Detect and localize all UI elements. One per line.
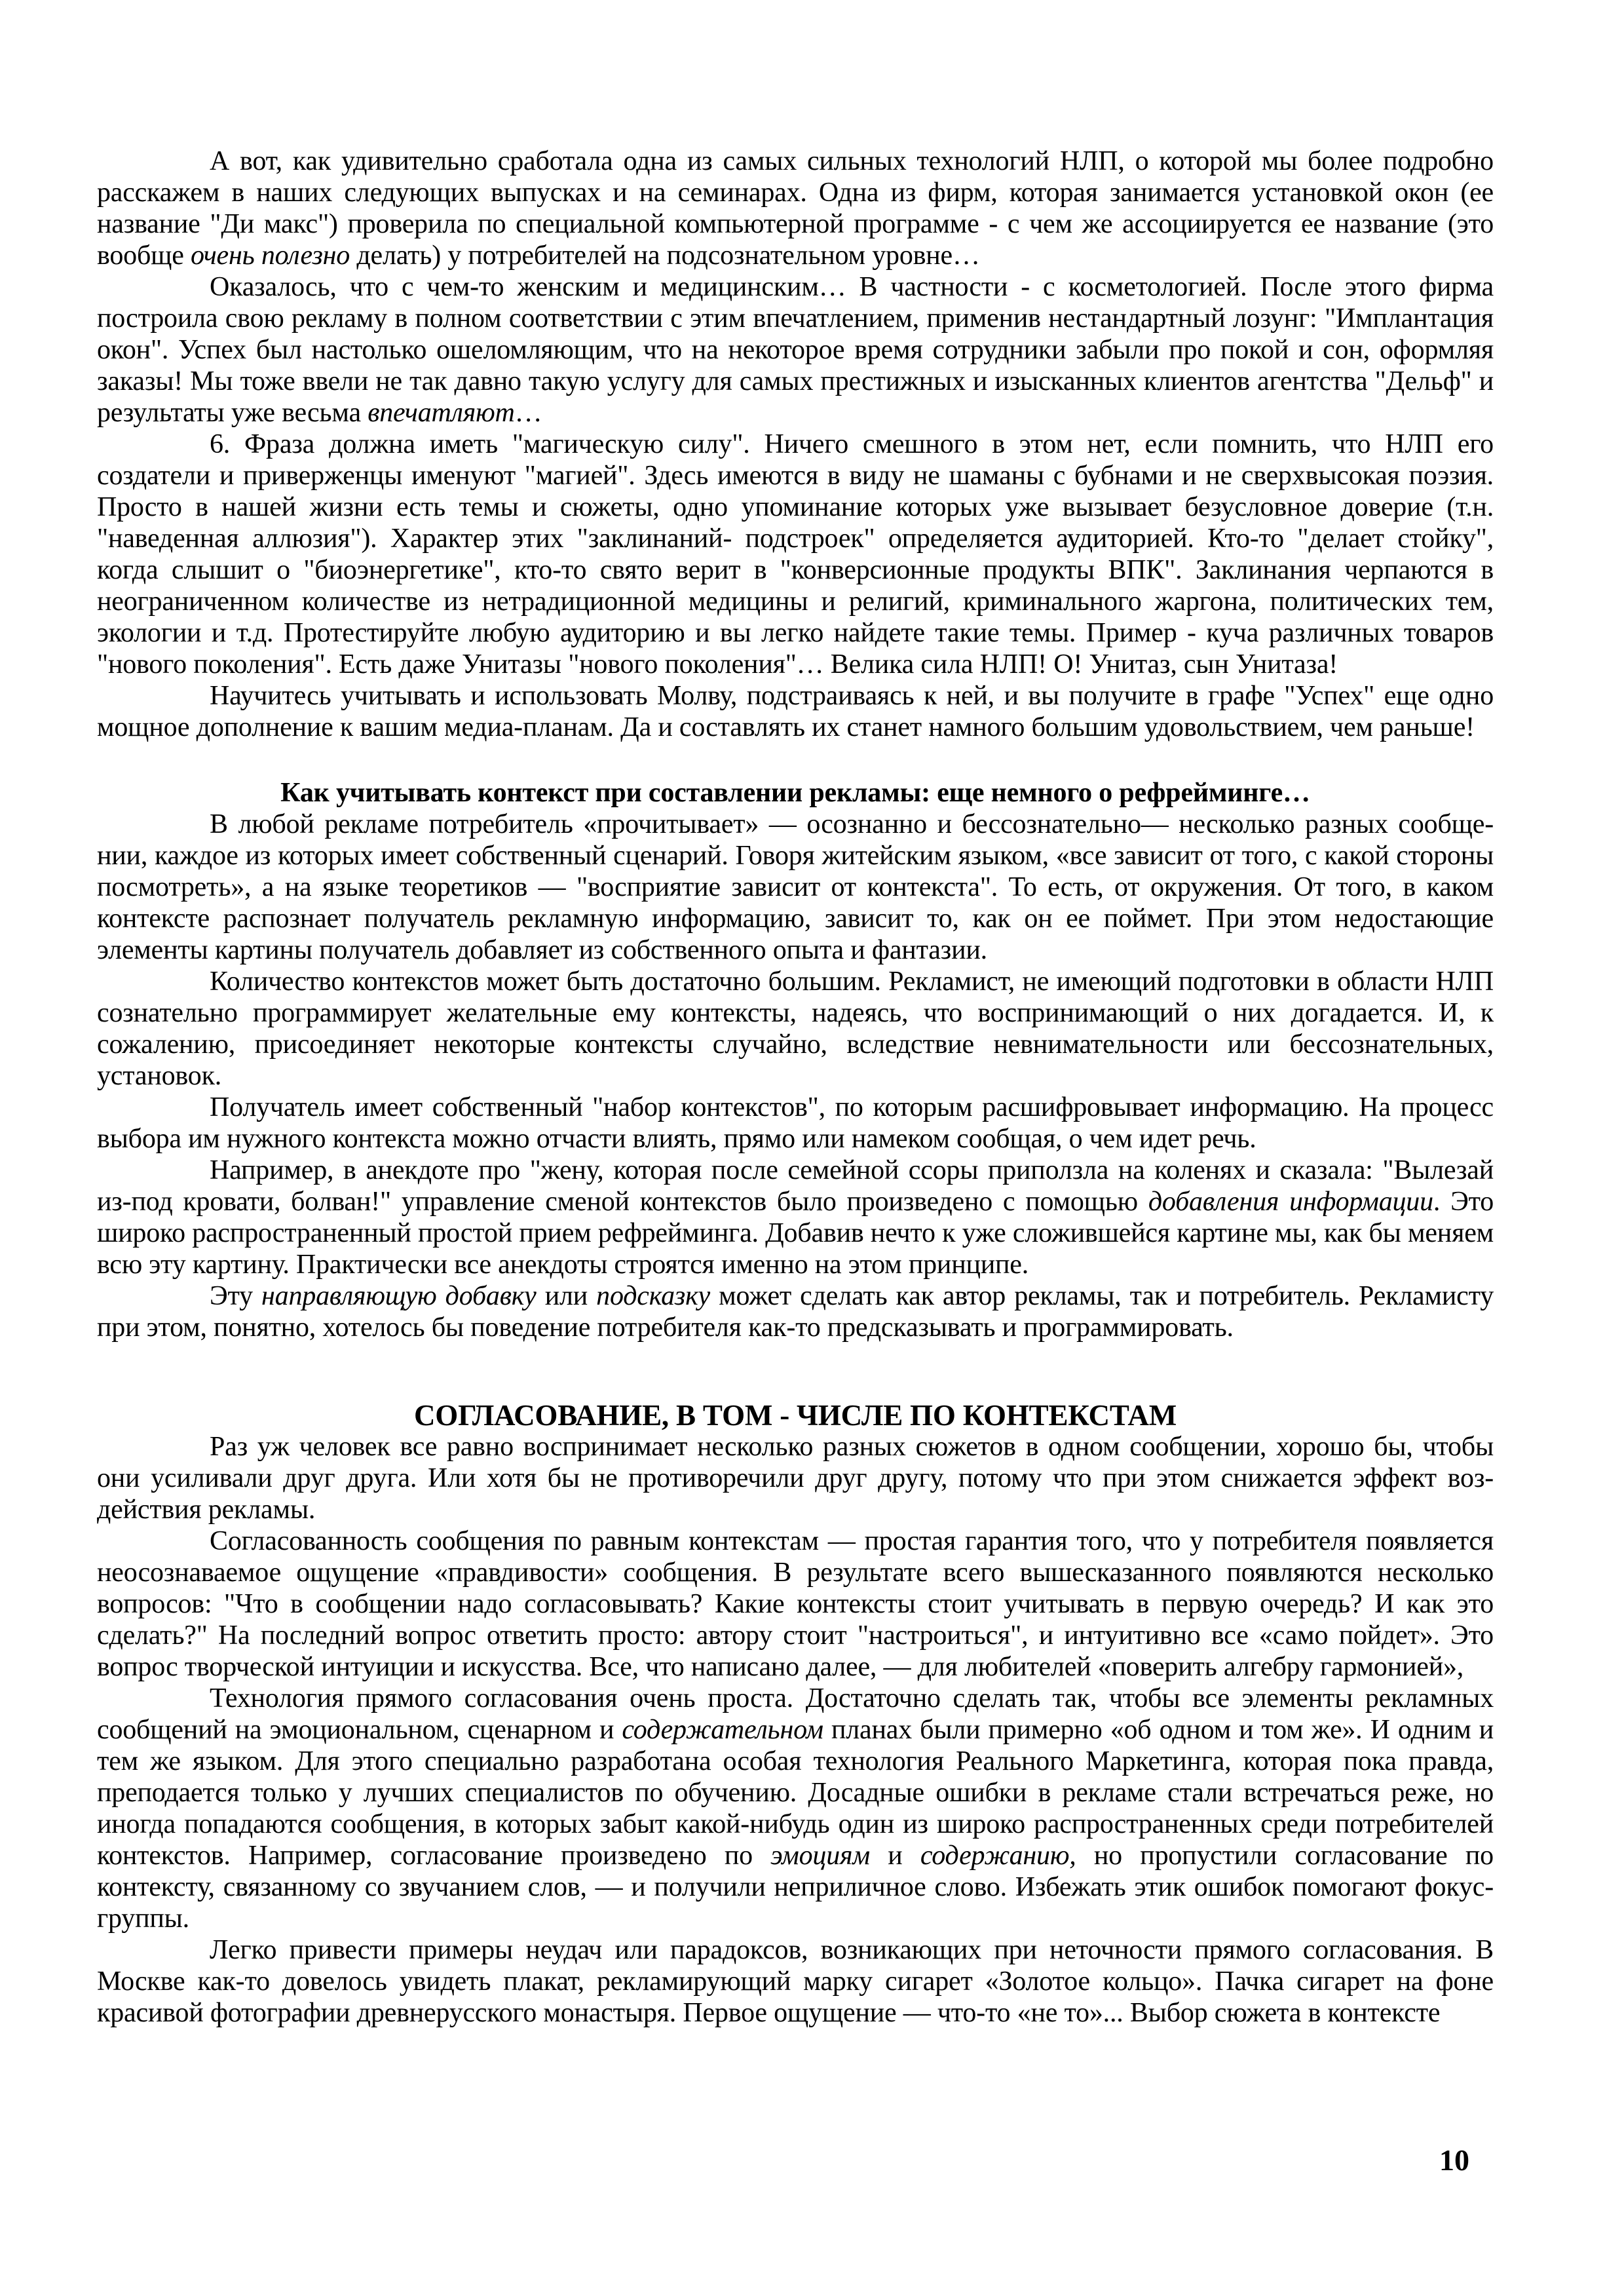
- text-run: планах были примерно «об одном и том же». И одним и тем же языком. Для этого специально разработана особая технология Реального Маркетинга, которая пока правда, преподается только у лучших специалистов по обучению. Досадные ошибки в рекламе стали встречаться реже, но иногда попадаются сообщения, в которых забыт какой-нибудь один из широко распространенных среди потребителей контекстов. Например, согласование произведено по: [97, 1715, 1494, 1871]
- text-run: В любой рекламе потребитель «прочитывает» — осознанно и бессознательно— несколько разных сообще-нии, каждое из которых имеет собственный сценарий. Говоря житейским языком, «все зависит от того, с какой стороны посмотреть», а на языке теоретиков — "восприятие зависит от контекста". То есть, от окружения. От того, в каком контексте распознает получатель рекламную информацию, зависит то, как он ее поймет. При этом недостающие элементы картины получатель добавляет из собственного опыта и фантазии.: [97, 809, 1494, 965]
- text-run: или: [536, 1281, 597, 1311]
- italic-text-run: подсказку: [596, 1281, 710, 1311]
- paragraph: [97, 966, 1494, 1092]
- paragraph: [97, 1280, 1494, 1343]
- text-run: Оказалось, что с чем-то женским и медицинским… В частности - с косметологией. После этого фирма построила свою рекламу в полном соответствии с этим впечатлением, применив нестандартный лозунг: "Имплантация окон". Успех был настолько ошеломляющим, что на некоторое время сотрудники забыли про покой и сон, оформляя заказы! Мы тоже ввели не так давно такую услугу для самых престижных и изысканных клиентов агентства "Дельф" и результаты уже весьма: [97, 272, 1494, 428]
- text-run: но пропустили согласование по контексту, связанному со звучанием слов, — и получили неприличное слово. Избежать этик ошибок помогают фокус-группы.: [97, 1841, 1494, 1934]
- text-block: [97, 145, 1494, 2029]
- text-run: Легко привести примеры неудач или парадоксов, возникающих при неточности прямого согласования. В Москве как-то довелось увидеть плакат, рекламирующий марку сигарет «Золотое кольцо». Пачка сигарет на фоне красивой фотографии древнерусского монастыря. Первое ощущение — что-то «не то»... Выбор сюжета в контексте: [97, 1935, 1494, 2028]
- paragraph: [97, 1934, 1494, 2029]
- italic-text-run: очень полезно: [191, 240, 350, 271]
- paragraph: [97, 271, 1494, 429]
- paragraph: [97, 1155, 1494, 1280]
- paragraph: [97, 809, 1494, 966]
- text-run: Научитесь учитывать и использовать Молву, подстраиваясь к ней, и вы получите в графе "Успех" еще одно мощное дополнение к вашим медиа-планам. Да и составлять их станет намного большим удовольствием, чем раньше!: [97, 681, 1494, 742]
- text-run: Количество контекстов может быть достаточно большим. Рекламист, не имеющий подготовки в области НЛП сознательно программирует желательные ему контексты, надеясь, что воспринимающий о них догадается. И, к сожалению, присоединяет некоторые контексты случайно, вследствие невнимательности или бессознательных, установок.: [97, 966, 1494, 1091]
- text-run: может сделать как автор рекламы, так и потребитель. Рекламисту при этом, понятно, хотелось бы поведение потребителя как-то предсказывать и программировать.: [97, 1281, 1494, 1343]
- paragraph: [97, 429, 1494, 680]
- italic-text-run: добавления информации: [1148, 1187, 1433, 1217]
- italic-text-run: содержательном: [622, 1715, 823, 1745]
- text-run: Получатель имеет собственный "набор контекстов", по которым расшифровывает информацию. На процесс выбора им нужного контекста можно отчасти влиять, прямо или намеком сообщая, о чем идет речь.: [97, 1092, 1494, 1154]
- paragraph: [97, 1431, 1494, 1525]
- text-run: делать) у потребителей на подсознательном уровне…: [350, 240, 980, 271]
- text-run: и: [869, 1841, 920, 1871]
- text-run: А вот, как удивительно сработала одна из самых сильных технологий НЛП, о которой мы более подробно расскажем в наших следующих выпусках и на семинарах. Одна из фирм, которая занимается установкой окон (ее название "Ди макс") проверила по специальной компьютерной программе - с чем же ассоциируется ее название (это вообще: [97, 146, 1494, 271]
- paragraph: [97, 145, 1494, 271]
- paragraph: [97, 680, 1494, 743]
- text-run: Как учитывать контекст при составлении рекламы: еще немного о рефрейминге…: [280, 778, 1310, 808]
- text-run: . Это широко распространенный простой прием рефрейминга. Добавив нечто к уже сложившейся картине мы, как бы меняем всю эту картину. Практически все анекдоты строятся именно на этом принципе.: [97, 1187, 1494, 1280]
- page-number: 10: [1439, 2143, 1469, 2177]
- text-run: Технология прямого согласования очень проста. Достаточно сделать так, чтобы все элементы рекламных сообщений на эмоциональном, сценарном и: [97, 1683, 1494, 1745]
- text-run: …: [514, 398, 542, 428]
- text-run: Например, в анекдоте про "жену, которая после семейной ссоры приползла на коленях и сказала: "Вылезай из-под кровати, болван!" управление сменой контекстов было произведено с помощью: [97, 1155, 1494, 1217]
- text-run: Раз уж человек все равно воспринимает несколько разных сюжетов в одном сообщении, хорошо бы, чтобы они усиливали друг друга. Или хотя бы не противоречили друг другу, потому что при этом снижается эффект воз-действия рекламы.: [97, 1432, 1494, 1525]
- section-heading: [97, 1400, 1494, 1431]
- italic-text-run: впечатляют: [368, 398, 515, 428]
- text-run: 6. Фраза должна иметь "магическую силу". Ничего смешного в этом нет, если помнить, что НЛП его создатели и приверженцы именуют "магией". Здесь имеются в виду не шаманы с бубнами и не сверхвысокая поэзия. Просто в нашей жизни есть темы и сюжеты, одно упоминание которых уже вызывает безусловное доверие (т.н. "наведенная аллюзия"). Характер этих "заклинаний- подстроек" определяется аудиторией. Кто-то "делает стойку", когда слышит о "биоэнергетике", кто-то свято верит в "конверсионные продукты ВПК". Заклинания черпаются в неограниченном количестве из нетрадиционной медицины и религий, криминального жаргона, политических тем, экологии и т.д. Протестируйте любую аудиторию и вы легко найдете такие темы. Пример - куча различных товаров "нового поколения". Есть даже Унитазы "нового поколения"… Велика сила НЛП! О! Унитаз, сын Унитаза!: [97, 429, 1494, 679]
- italic-text-run: направляющую добавку: [261, 1281, 537, 1311]
- italic-text-run: эмоциям: [770, 1841, 870, 1871]
- text-run: Эту: [210, 1281, 262, 1311]
- text-run: СОГЛАСОВАНИЕ, В ТОМ - ЧИСЛЕ ПО КОНТЕКСТАМ: [413, 1399, 1177, 1432]
- paragraph: [97, 1683, 1494, 1934]
- section-heading: [97, 777, 1494, 809]
- paragraph: [97, 1525, 1494, 1683]
- paragraph: [97, 1092, 1494, 1155]
- italic-text-run: содержанию,: [920, 1841, 1076, 1871]
- text-run: Согласованность сообщения по равным контекстам — простая гарантия того, что у потребителя появляется неосознаваемое ощущение «правдивости» сообщения. В результате всего вышесказанного появляются несколько вопросов: "Что в сообщении надо согласовывать? Какие контексты стоит учитывать в первую очередь? И как это сделать?" На последний вопрос ответить просто: автору стоит "настроиться", и интуитивно все «само пойдет». Это вопрос творческой интуиции и искусства. Все, что написано далее, — для любителей «поверить алгебру гармонией»,: [97, 1526, 1494, 1682]
